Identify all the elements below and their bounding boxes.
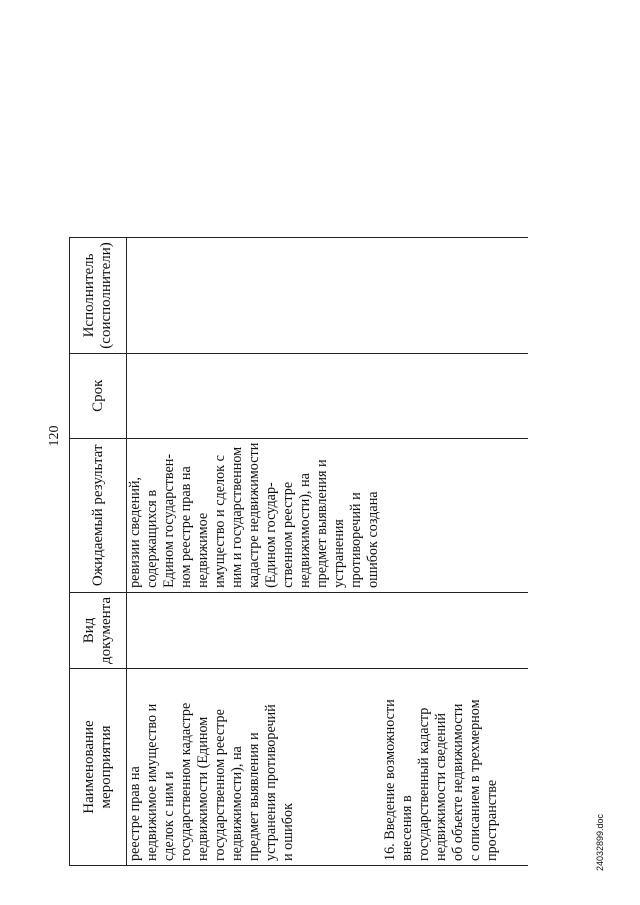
text-line: недвижимости сведений: [433, 713, 449, 861]
text-line: кадастре недвижимости: [246, 442, 262, 588]
text-line: недвижимости), на: [229, 746, 245, 861]
row1-result: [127, 438, 383, 592]
text-line: устранения: [331, 519, 347, 588]
text-line: об объекте недвижимости: [450, 703, 466, 861]
text-line: внесения в: [399, 795, 415, 861]
text-line: устранения противоречий: [263, 704, 279, 861]
text-line: предмет выявления и: [314, 459, 330, 588]
text-line: имущество и сделок с: [212, 455, 228, 588]
text-line: и ошибок: [280, 803, 296, 861]
table-row: [127, 238, 383, 866]
row2-executor: [382, 238, 528, 353]
page-number: 120: [47, 425, 62, 447]
text-line: пространстве: [484, 779, 500, 861]
text-line: ревизии сведений,: [127, 477, 143, 588]
text-line: недвижимости (Едином: [195, 716, 211, 861]
header-executor: [70, 238, 127, 353]
header-doc-type: [70, 592, 127, 668]
text-line: государственный кадастр: [416, 707, 432, 861]
text-line: 16. Введение возможности: [382, 699, 398, 861]
text-line: недвижимое имущество и: [144, 703, 160, 861]
activities-table: [69, 237, 528, 866]
table-header-row: [70, 238, 127, 866]
text-line: государственном кадастре: [178, 702, 194, 861]
file-name: 24032899.doc: [595, 813, 605, 871]
header-term: [70, 353, 127, 438]
row1-doc-type: [127, 592, 383, 668]
text-line: недвижимое: [195, 512, 211, 588]
header-name: [70, 669, 127, 866]
text-line: предмет выявления и: [246, 732, 262, 861]
text-line: (соисполнители): [98, 242, 114, 349]
text-line: ственном реестре: [280, 481, 296, 588]
text-line: ном реестре прав на: [178, 466, 194, 588]
text-line: Исполнитель: [81, 253, 97, 338]
text-line: содержащихся в: [144, 489, 160, 588]
text-line: Вид документа: [81, 596, 114, 664]
row1-term: [127, 353, 383, 438]
text-line: Ожидаемый результат: [89, 444, 106, 587]
row1-executor: [127, 238, 383, 353]
text-line: мероприятия: [98, 725, 114, 809]
text-line: сделок с ним и: [161, 771, 177, 861]
row1-name: [127, 669, 383, 866]
row2-term: [382, 353, 528, 438]
text-line: Едином государствен-: [161, 453, 177, 588]
text-line: (Едином государ-: [263, 482, 279, 588]
text-line: недвижимости), на: [297, 473, 313, 588]
text-line: Срок: [89, 379, 106, 412]
text-line: ошибок создана: [365, 491, 381, 588]
text-line: государственном реестре: [212, 709, 228, 861]
row2-result: [382, 438, 528, 592]
row2-name: [382, 669, 528, 866]
table-row: [382, 238, 528, 866]
text-line: реестре прав на: [127, 766, 143, 861]
row2-doc-type: [382, 592, 528, 668]
text-line: ним и государственном: [229, 446, 245, 588]
text-line: с описанием в трехмерном: [467, 699, 483, 861]
text-line: противоречий и: [348, 492, 364, 588]
rotated-page: [69, 86, 519, 866]
header-result: [70, 438, 127, 592]
text-line: Наименование: [81, 720, 97, 814]
